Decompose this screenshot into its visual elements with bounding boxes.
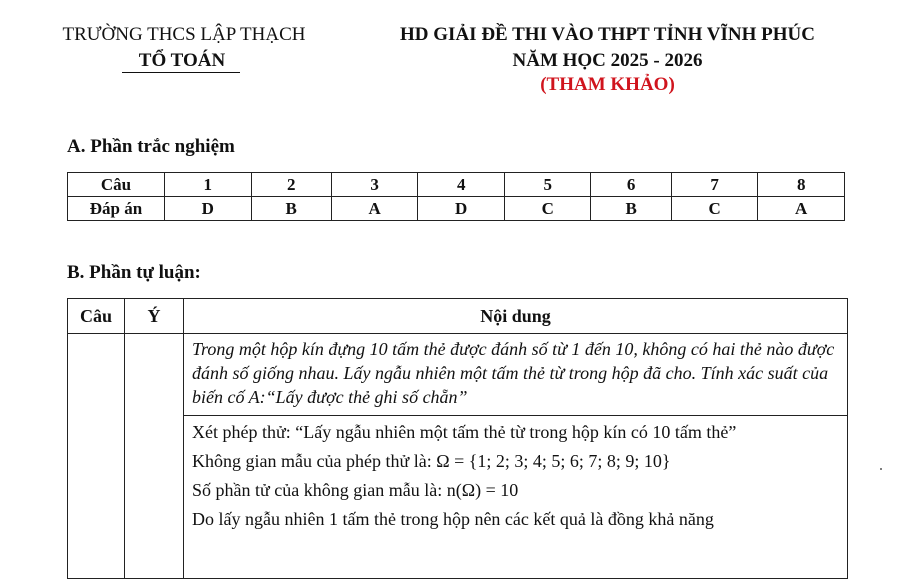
stray-dot	[880, 468, 882, 470]
solution-line: Số phần tử của không gian mẫu là: n(Ω) = 10	[192, 480, 519, 500]
part-cell	[125, 334, 184, 579]
solution-content	[184, 416, 848, 579]
answer-cell: A	[758, 197, 845, 221]
question-cell	[68, 334, 125, 579]
essay-header-row	[68, 299, 848, 334]
header-content: Nội dung	[184, 299, 848, 334]
solution-row	[68, 416, 848, 579]
header-part: Ý	[125, 299, 184, 334]
problem-statement: Trong một hộp kín đựng 10 tấm thẻ được đánh số từ 1 đến 10, không có hai thẻ nào được đánh số giống nhau. Lấy ngẫu nhiên một tấm thẻ từ trong hộp đã cho. Tính xác suất của biến cố A:“Lấy được thẻ ghi số chẵn”	[184, 334, 848, 416]
answer-cell: A	[331, 197, 418, 221]
question-number: 3	[331, 173, 418, 197]
question-number: 1	[165, 173, 252, 197]
school-year: NĂM HỌC 2025 - 2026	[512, 50, 703, 71]
row-label-answer: Đáp án	[68, 197, 165, 221]
question-number: 8	[758, 173, 845, 197]
answer-row	[68, 197, 845, 221]
reference-note: (THAM KHẢO)	[540, 74, 675, 95]
question-number: 5	[504, 173, 591, 197]
answer-cell: B	[251, 197, 331, 221]
answer-cell: C	[504, 197, 591, 221]
document-title: HD GIẢI ĐỀ THI VÀO THPT TỈNH VĨNH PHÚC	[400, 24, 815, 45]
question-number: 2	[251, 173, 331, 197]
solution-line: Xét phép thử: “Lấy ngẫu nhiên một tấm thẻ từ trong hộp kín có 10 tấm thẻ”	[192, 422, 737, 442]
answer-cell: D	[165, 197, 252, 221]
row-label-question: Câu	[68, 173, 165, 197]
section-b-heading: B. Phần tự luận:	[67, 262, 201, 283]
essay-solution-table	[67, 298, 848, 579]
header-question: Câu	[68, 299, 125, 334]
problem-row	[68, 334, 848, 416]
department-name: TỔ TOÁN	[138, 50, 226, 71]
solution-line: Do lấy ngẫu nhiên 1 tấm thẻ trong hộp nên các kết quả là đồng khả năng	[192, 509, 714, 529]
question-number-row	[68, 173, 845, 197]
question-number: 4	[418, 173, 505, 197]
question-number: 7	[671, 173, 758, 197]
section-a-heading: A. Phần trắc nghiệm	[67, 136, 235, 157]
question-number: 6	[591, 173, 671, 197]
department-underline	[122, 72, 240, 73]
solution-line: Không gian mẫu của phép thử là: Ω = {1; 2; 3; 4; 5; 6; 7; 8; 9; 10}	[192, 451, 671, 471]
school-name: TRƯỜNG THCS LẬP THẠCH	[62, 24, 306, 45]
answer-cell: C	[671, 197, 758, 221]
answer-cell: D	[418, 197, 505, 221]
answer-cell: B	[591, 197, 671, 221]
multiple-choice-answer-table	[67, 172, 845, 221]
